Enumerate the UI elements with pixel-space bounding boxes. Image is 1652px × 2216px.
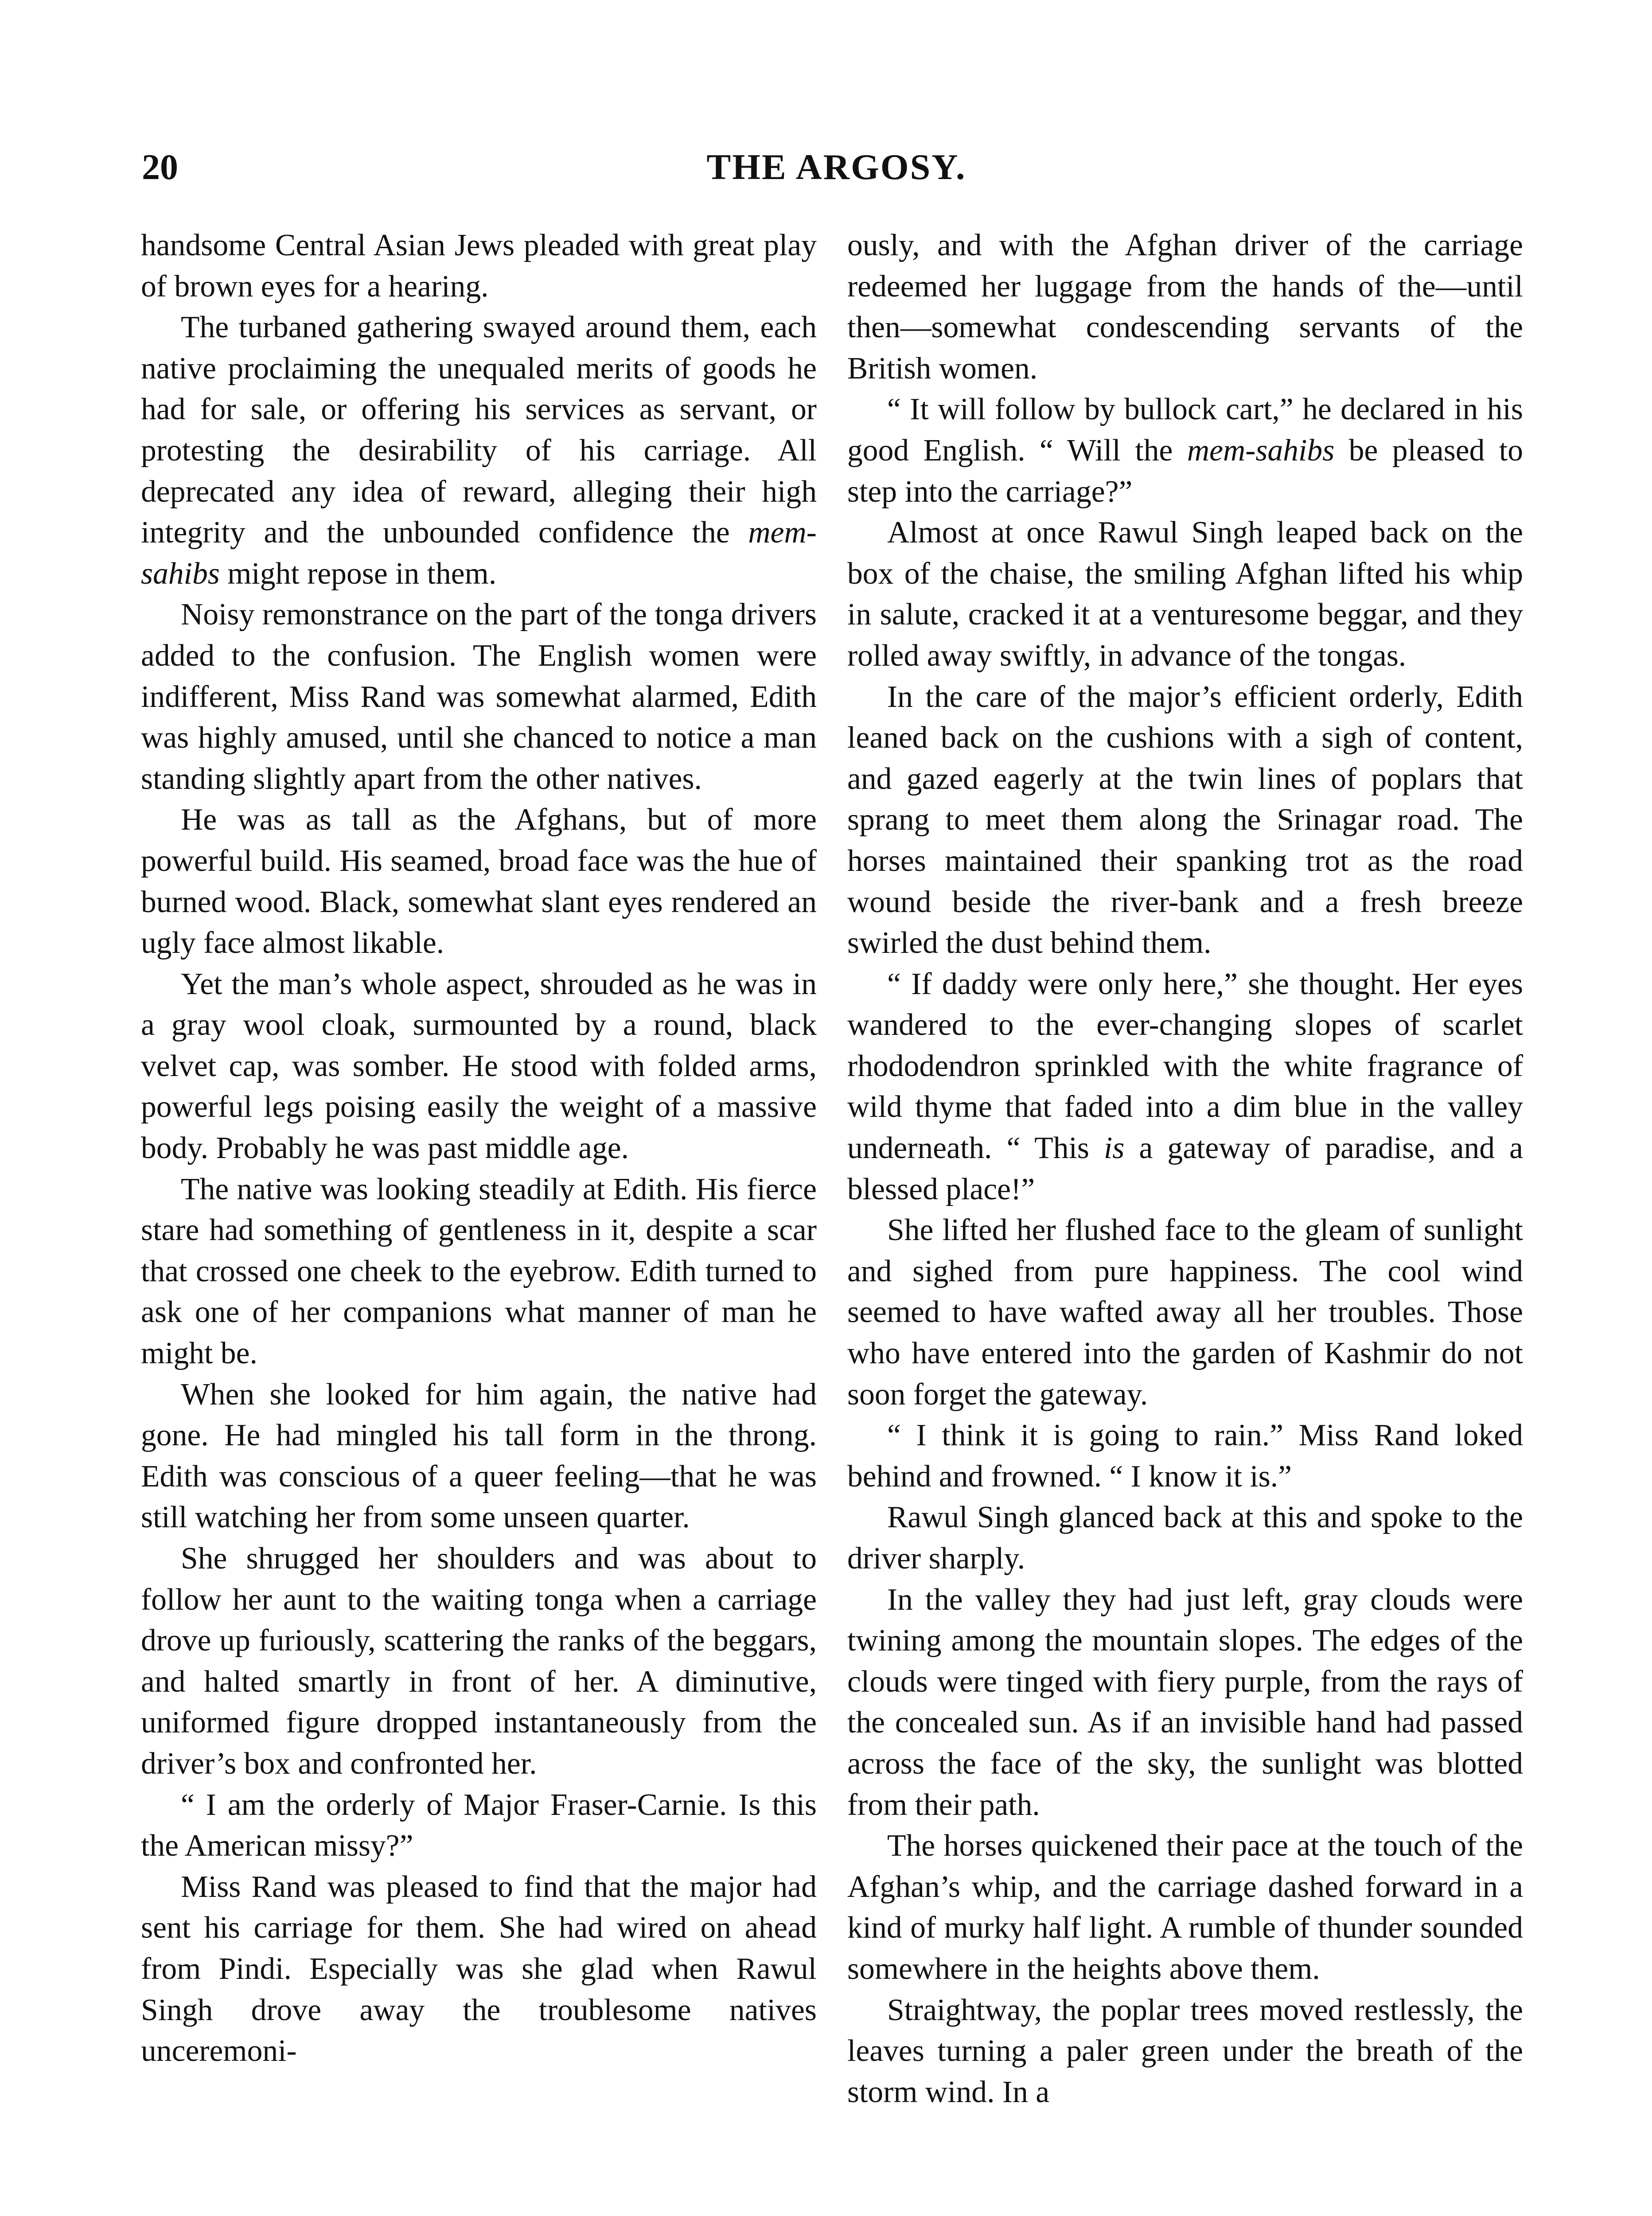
paragraph: “ If daddy were only here,” she thought. Her eyes wandered to the ever-changing slopes of scarlet rhododendron sprinkled with the white fragrance of wild thyme that faded into a dim blue in the valley underneath. “ This is a gateway of paradise, and a blessed place!” <box>847 967 1523 1206</box>
paragraph: In the valley they had just left, gray clouds were twining among the mountain slopes. The edges of the clouds were tinged with fiery purple, from the rays of the concealed sun. As if an invisible hand had passed across the face of the sky, the sunlight was blotted from their path. <box>847 1582 1523 1822</box>
paragraph: He was as tall as the Afghans, but of more powerful build. His seamed, broad face was the hue of burned wood. Black, somewhat slant eyes rendered an ugly face almost likable. <box>141 803 817 960</box>
paragraph: Straightway, the poplar trees moved restlessly, the leaves turning a paler green under the breath of the storm wind. In a <box>847 1993 1523 2109</box>
paragraph: In the care of the major’s efficient orderly, Edith leaned back on the cushions with a sigh of content, and gazed eagerly at the twin lines of poplars that sprang to meet them along the Srinagar road. The horses maintained their spanking trot as the road wound beside the river-bank and a fresh breeze swirled the dust behind them. <box>847 679 1523 960</box>
paragraph: Rawul Singh glanced back at this and spoke to the driver sharply. <box>847 1500 1523 1576</box>
paragraph: The native was looking steadily at Edith. His fierce stare had something of gentleness in it, despite a scar that crossed one cheek to the eyebrow. Edith turned to ask one of her companions what manner of man he might be. <box>141 1172 817 1371</box>
paragraph: When she looked for him again, the native had gone. He had mingled his tall form in the throng. Edith was conscious of a queer feeling—that he was still watching her from some unseen quarter. <box>141 1377 817 1535</box>
paragraph: The horses quickened their pace at the touch of the Afghan’s whip, and the carriage dashed forward in a kind of murky half light. A rumble of thunder sounded somewhere in the heights above them. <box>847 1829 1523 1986</box>
paragraph: handsome Central Asian Jews pleaded with great play of brown eyes for a hearing. <box>141 228 817 304</box>
paragraph: Miss Rand was pleased to find that the major had sent his carriage for them. She had wired on ahead from Pindi. Especially was she glad when Rawul Singh drove away the troublesome natives unceremoni- <box>141 1869 817 2068</box>
paragraph: “ I think it is going to rain.” Miss Rand loked behind and frowned. “ I know it is.” <box>847 1418 1523 1494</box>
paragraph: She lifted her flushed face to the gleam of sunlight and sighed from pure happiness. The cool wind seemed to have wafted away all her troubles. Those who have entered into the garden of Kashmir do not soon forget the gateway. <box>847 1213 1523 1412</box>
paragraph: “ I am the orderly of Major Fraser-Carnie. Is this the American missy?” <box>141 1787 817 1863</box>
paragraph: She shrugged her shoulders and was about to follow her aunt to the waiting tonga when a carriage drove up furiously, scattering the ranks of the beggars, and halted smartly in front of her. A diminutive, uniformed figure dropped instantaneously from the driver’s box and confronted her. <box>141 1541 817 1781</box>
page-header <box>142 146 1531 195</box>
paragraph: “ It will follow by bullock cart,” he declared in his good English. “ Will the mem-sahibs be pleased to step into the carriage?” <box>847 392 1523 509</box>
paragraph: Noisy remonstrance on the part of the tonga drivers added to the confusion. The English women were indifferent, Miss Rand was somewhat alarmed, Edith was highly amused, until she chanced to notice a man standing slightly apart from the other natives. <box>141 597 817 796</box>
running-head: THE ARGOSY. <box>706 147 966 187</box>
paragraph: Almost at once Rawul Singh leaped back on the box of the chaise, the smiling Afghan lifted his whip in salute, cracked it at a venturesome beggar, and they rolled away swiftly, in advance of the tongas. <box>847 515 1523 673</box>
page-number: 20 <box>142 147 178 187</box>
paragraph: ously, and with the Afghan driver of the carriage redeemed her luggage from the hands of the—until then—somewhat condescending servants of the British women. <box>847 228 1523 386</box>
paragraph: The turbaned gathering swayed around them, each native proclaiming the unequaled merits of goods he had for sale, or offering his services as servant, or protesting the desirability of his carriage. All deprecated any idea of reward, alleging their high integrity and the unbounded confidence the mem-sahibs might repose in them. <box>141 310 817 591</box>
paragraph: Yet the man’s whole aspect, shrouded as he was in a gray wool cloak, surmounted by a round, black velvet cap, was somber. He stood with folded arms, powerful legs poising easily the weight of a massive body. Probably he was past middle age. <box>141 967 817 1166</box>
right-column <box>847 225 1523 2113</box>
left-column <box>141 225 817 2072</box>
